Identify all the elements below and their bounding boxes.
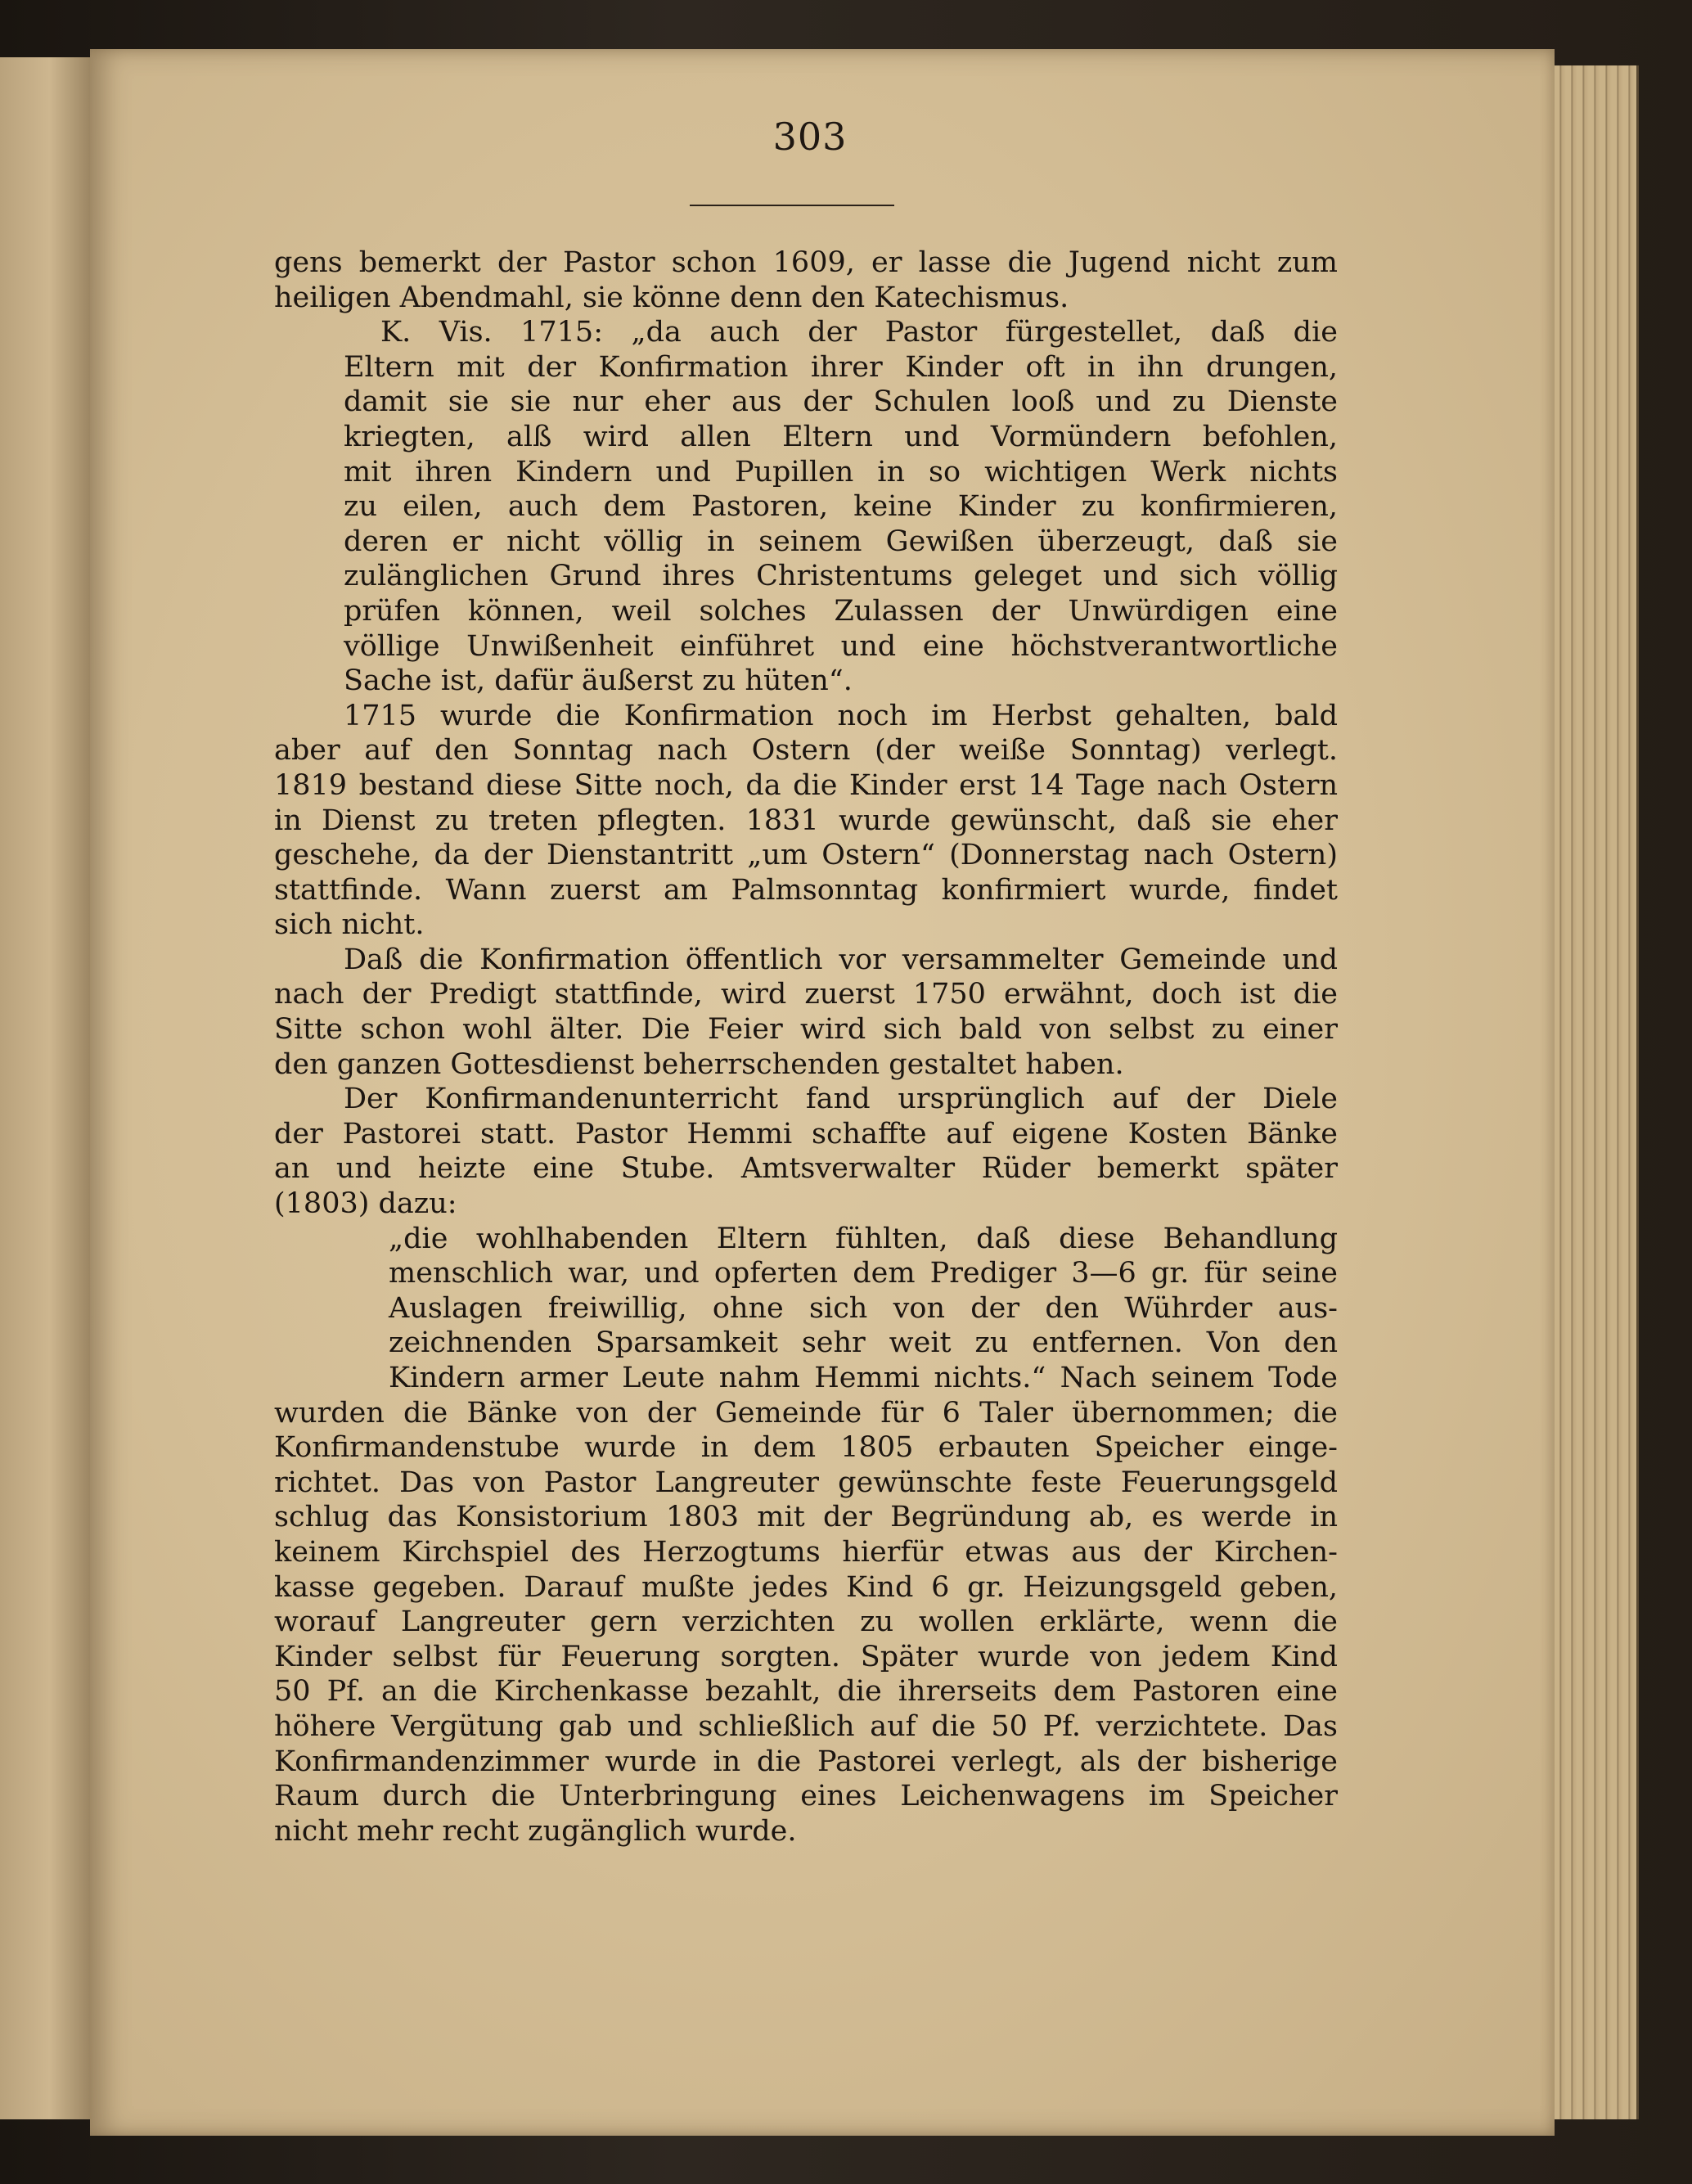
text-line: Der Konfirmandenunterricht fand ursprünglich auf der Diele xyxy=(344,1083,1338,1116)
text-line: Eltern mit der Konfirmation ihrer Kinder oft in ihn drungen, xyxy=(344,350,1338,384)
text-line: 1819 bestand diese Sitte noch, da die Kinder erst 14 Tage nach Ostern xyxy=(274,768,1338,802)
text-line: geschehe, da der Dienstantritt „um Ostern“ (Donnerstag nach Ostern) xyxy=(274,839,1338,872)
page-number: 303 xyxy=(772,115,848,159)
body-text xyxy=(274,245,1338,1849)
text-line: stattfinde. Wann zuerst am Palmsonntag konfirmiert wurde, findet xyxy=(274,873,1338,907)
text-line: höhere Vergütung gab und schließlich auf die 50 Pf. verzichtete. Das xyxy=(274,1709,1338,1743)
text-line: Daß die Konfirmation öffentlich vor versammelter Gemeinde und xyxy=(344,943,1338,976)
page-stack-edges xyxy=(1555,65,1639,2119)
text-line: gens bemerkt der Pastor schon 1609, er lasse die Jugend nicht zum xyxy=(274,246,1338,279)
text-line: (1803) dazu: xyxy=(274,1187,457,1221)
text-line: den ganzen Gottesdienst beherrschenden gestaltet haben. xyxy=(274,1047,1124,1081)
text-line: zulänglichen Grund ihres Christentums geleget und sich völlig xyxy=(344,560,1338,593)
text-line: prüfen können, weil solches Zulassen der Unwürdigen eine xyxy=(344,594,1338,628)
text-line: zu eilen, auch dem Pastoren, keine Kinder zu konfirmieren, xyxy=(344,490,1338,524)
text-line: nach der Predigt stattfinde, wird zuerst 1750 erwähnt, doch ist die xyxy=(274,978,1338,1011)
text-line: Kinder selbst für Feuerung sorgten. Später wurde von jedem Kind xyxy=(274,1640,1338,1673)
text-line: menschlich war, und opferten dem Prediger 3—6 gr. für seine xyxy=(389,1257,1338,1290)
text-line: richtet. Das von Pastor Langreuter gewünschte feste Feuerungsgeld xyxy=(274,1466,1338,1499)
previous-page-edge xyxy=(0,57,92,2119)
text-line: zeichnenden Sparsamkeit sehr weit zu entfernen. Von den xyxy=(389,1326,1338,1360)
text-line: Konfirmandenzimmer wurde in die Pastorei verlegt, als der bisherige xyxy=(274,1745,1338,1778)
page-number-rule xyxy=(690,205,894,206)
text-line: mit ihren Kindern und Pupillen in so wichtigen Werk nichts xyxy=(344,455,1338,489)
text-line: Kindern armer Leute nahm Hemmi nichts.“ Nach seinem Tode xyxy=(389,1362,1338,1394)
text-line: in Dienst zu treten pflegten. 1831 wurde gewünscht, daß sie eher xyxy=(274,804,1338,837)
text-line: Sitte schon wohl älter. Die Feier wird sich bald von selbst zu einer xyxy=(274,1013,1338,1047)
text-line: kasse gegeben. Darauf mußte jedes Kind 6 gr. Heizungsgeld geben, xyxy=(274,1570,1338,1604)
text-line: Raum durch die Unterbringung eines Leichenwagens im Speicher xyxy=(274,1780,1338,1813)
text-line: der Pastorei statt. Pastor Hemmi schaffte auf eigene Kosten Bänke xyxy=(274,1117,1338,1151)
text-line: schlug das Konsistorium 1803 mit der Begründung ab, es werde in xyxy=(274,1501,1338,1534)
text-line: 1715 wurde die Konfirmation noch im Herbst gehalten, bald xyxy=(344,699,1338,732)
text-line: deren er nicht völlig in seinem Gewißen überzeugt, daß sie xyxy=(344,525,1338,558)
text-line: 50 Pf. an die Kirchenkasse bezahlt, die ihrerseits dem Pastoren eine xyxy=(274,1675,1338,1709)
text-line: heiligen Abendmahl, sie könne denn den Katechismus. xyxy=(274,281,1069,314)
text-line: kriegten, alß wird allen Eltern und Vormündern befohlen, xyxy=(344,420,1338,453)
text-line: wurden die Bänke von der Gemeinde für 6 Taler übernommen; die xyxy=(274,1396,1338,1430)
text-line: an und heizte eine Stube. Amtsverwalter Rüder bemerkt später xyxy=(274,1152,1338,1186)
text-line: völlige Unwißenheit einführet und eine höchstverantwortliche xyxy=(344,629,1338,663)
text-line: nicht mehr recht zugänglich wurde. xyxy=(274,1814,797,1848)
text-line: Konfirmandenstube wurde in dem 1805 erbauten Speicher einge- xyxy=(274,1431,1338,1465)
text-line: „die wohlhabenden Eltern fühlten, daß diese Behandlung xyxy=(389,1222,1338,1255)
text-line: aber auf den Sonntag nach Ostern (der weiße Sonntag) verlegt. xyxy=(274,734,1338,768)
text-line: keinem Kirchspiel des Herzogtums hierfür etwas aus der Kirchen- xyxy=(274,1535,1338,1569)
text-line: Auslagen freiwillig, ohne sich von der den Wührder aus- xyxy=(389,1291,1338,1325)
text-line: K. Vis. 1715: „da auch der Pastor fürgestellet, daß die xyxy=(380,316,1338,349)
text-line: damit sie sie nur eher aus der Schulen looß und zu Dienste xyxy=(344,385,1338,419)
text-line: worauf Langreuter gern verzichten zu wollen erklärte, wenn die xyxy=(274,1605,1338,1639)
text-line: sich nicht. xyxy=(274,908,425,942)
text-line: Sache ist, dafür äußerst zu hüten“. xyxy=(344,664,853,698)
